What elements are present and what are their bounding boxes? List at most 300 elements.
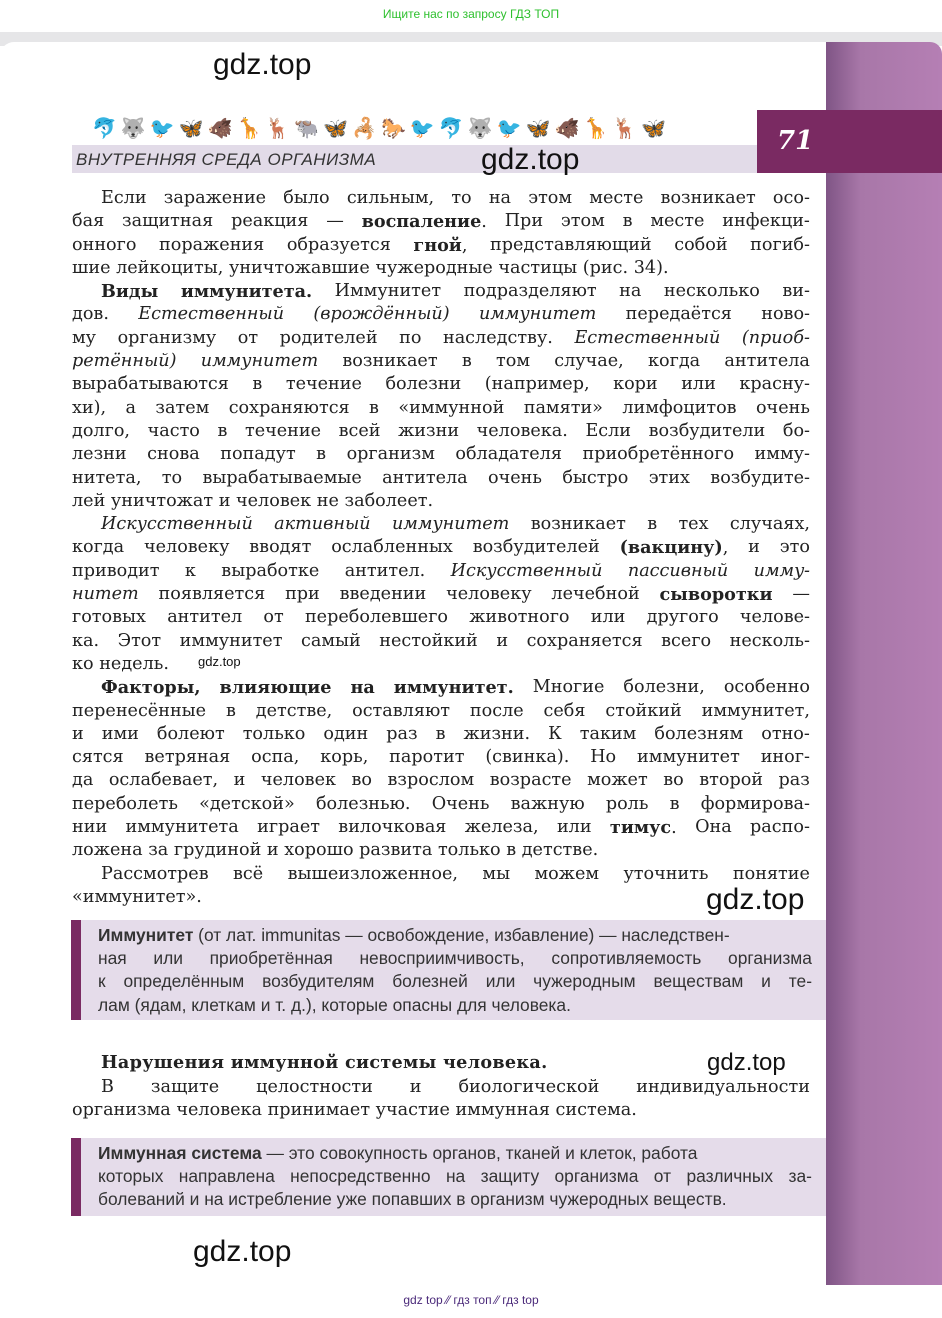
word <box>730 513 810 536</box>
word: ная <box>98 948 127 969</box>
text-segment: возрасте <box>489 770 572 791</box>
word <box>664 280 760 303</box>
word <box>256 700 332 723</box>
word <box>470 700 524 723</box>
word <box>345 560 426 583</box>
word: сопротивляемость <box>551 948 702 969</box>
word <box>649 420 766 443</box>
watermark: gdz.top <box>706 883 805 916</box>
word <box>317 490 339 513</box>
word <box>313 303 449 326</box>
word <box>316 793 411 816</box>
word <box>438 839 501 862</box>
word <box>464 280 597 303</box>
text-segment: иммунитета. <box>180 281 313 303</box>
text-segment: очень <box>488 467 542 488</box>
word <box>451 187 471 210</box>
text-segment: болезни <box>385 374 462 395</box>
word <box>72 723 84 746</box>
text-segment: распо- <box>750 817 810 838</box>
word <box>382 467 468 490</box>
word: целостности <box>256 1077 373 1097</box>
word <box>647 513 657 536</box>
text-segment: можем <box>534 863 600 884</box>
text-segment: инфекци- <box>722 211 810 232</box>
text-segment: иммy- <box>753 560 810 581</box>
word <box>748 536 760 559</box>
word <box>72 700 206 723</box>
word <box>347 187 434 210</box>
text-segment: сыворотки <box>659 584 773 606</box>
word <box>398 397 504 420</box>
word <box>527 630 643 653</box>
text-segment: случае, <box>554 351 624 372</box>
word <box>261 769 336 792</box>
text-segment: ослабевает, <box>108 770 219 791</box>
text-segment: вырабатываемые <box>202 467 362 488</box>
word <box>479 303 596 326</box>
word <box>490 234 652 257</box>
word <box>162 467 182 490</box>
word <box>623 210 633 233</box>
word <box>201 350 318 373</box>
word <box>159 234 264 257</box>
word <box>220 676 332 699</box>
word: на <box>445 1166 466 1187</box>
word <box>323 723 368 746</box>
text-segment: Рассмотрев <box>101 863 209 884</box>
text-segment: человек <box>260 770 336 791</box>
word <box>724 676 810 699</box>
word <box>585 420 631 443</box>
text-segment: может <box>587 770 648 791</box>
text-segment: болезнью. <box>315 793 411 814</box>
text-segment: несколь- <box>729 630 810 651</box>
text-segment: к <box>184 560 196 581</box>
footer-links[interactable]: gdz top ⁄⁄ гдз топ ⁄⁄ гдз top <box>403 1293 539 1307</box>
text-segment: иммунитет. <box>393 677 514 699</box>
word <box>236 490 311 513</box>
text-segment: том <box>496 351 531 372</box>
text-segment: (вакцину) <box>619 537 723 559</box>
word <box>285 583 320 606</box>
text-segment: при <box>285 584 320 605</box>
text-segment: пассивный <box>627 560 729 581</box>
text-segment: отно- <box>761 723 810 744</box>
word <box>740 606 810 629</box>
word: индивидуальности <box>636 1077 810 1097</box>
word <box>590 746 616 769</box>
text-segment: на <box>350 677 375 699</box>
word <box>340 583 427 606</box>
text-segment: этих <box>648 467 690 488</box>
word <box>221 560 319 583</box>
text-line <box>72 373 810 396</box>
text-segment: Искусственный <box>450 560 603 581</box>
text-segment: ретённый) <box>72 351 177 372</box>
word <box>185 560 196 583</box>
word <box>605 700 681 723</box>
text-segment: возникает <box>660 188 756 208</box>
text-segment: этом <box>528 188 573 208</box>
text-segment: по <box>399 327 422 348</box>
word <box>610 816 677 839</box>
word: веществам <box>653 971 744 992</box>
text-segment: К <box>548 723 562 744</box>
word <box>72 303 109 326</box>
word <box>620 536 729 559</box>
word <box>756 397 810 420</box>
text-segment: вилочковая <box>338 817 447 838</box>
word <box>750 816 810 839</box>
word <box>243 723 306 746</box>
text-segment: бо- <box>782 420 810 441</box>
text-segment: ново- <box>761 304 810 325</box>
word <box>233 863 263 886</box>
word <box>388 769 475 792</box>
text-segment: стойкий <box>605 700 682 721</box>
word <box>511 793 585 816</box>
text-segment: Многие <box>532 677 605 698</box>
word <box>583 257 628 280</box>
text-segment: тимус <box>609 817 672 839</box>
word <box>72 630 99 653</box>
word <box>399 327 421 350</box>
word <box>389 746 464 769</box>
word: организма <box>554 1166 639 1187</box>
text-segment: часто <box>147 420 200 441</box>
word <box>118 630 162 653</box>
text-segment: влияющие <box>219 677 332 699</box>
text-segment: — <box>792 584 810 605</box>
text-segment: корь, <box>320 747 369 768</box>
word <box>562 467 628 490</box>
text-line <box>72 606 810 629</box>
word <box>286 373 362 396</box>
word: В <box>101 1077 114 1097</box>
text-segment: ими <box>101 723 139 744</box>
text-segment: только <box>437 840 501 861</box>
text-segment: только <box>242 723 306 744</box>
text-segment: реакция <box>231 211 309 232</box>
text-segment: лей <box>72 490 106 511</box>
text-segment: недель. <box>99 653 169 674</box>
word <box>101 187 147 210</box>
text-segment: жизни. <box>463 723 531 744</box>
word <box>101 280 158 303</box>
text-segment: долго, <box>72 420 131 441</box>
word: чужеродным <box>533 971 636 992</box>
word <box>394 676 514 699</box>
word <box>674 234 727 257</box>
text-segment: сятся <box>72 747 124 768</box>
text-segment: болезни, <box>623 677 705 698</box>
word <box>72 816 107 839</box>
word <box>446 583 531 606</box>
text-segment: ложена <box>72 840 143 861</box>
word <box>455 443 562 466</box>
text-segment: Естественный <box>574 327 721 348</box>
text-segment: возникает <box>530 514 626 535</box>
word <box>72 560 160 583</box>
definition-immunity <box>71 920 826 1020</box>
word <box>702 700 810 723</box>
word <box>157 723 225 746</box>
word: организма <box>728 948 812 969</box>
word <box>148 420 200 443</box>
section-heading: Нарушения иммунной системы человека. <box>101 1052 548 1073</box>
text-segment: лимфоцитов <box>622 397 737 418</box>
word <box>199 793 295 816</box>
word <box>660 583 773 606</box>
text-segment: особенно <box>723 677 810 698</box>
word <box>159 583 266 606</box>
word <box>780 536 810 559</box>
word <box>72 536 124 559</box>
word <box>252 373 262 396</box>
text-segment: антитела <box>724 351 810 372</box>
text-segment: и <box>72 723 84 744</box>
body-text <box>72 187 810 909</box>
text-line <box>72 234 810 257</box>
word <box>375 257 492 280</box>
text-segment: когда <box>72 537 125 558</box>
text-segment: другого <box>646 607 719 628</box>
text-line <box>72 187 810 210</box>
text-segment: в <box>369 397 379 418</box>
text-segment: организму <box>117 327 217 348</box>
text-segment: второй <box>699 770 764 791</box>
word <box>580 723 637 746</box>
word <box>622 397 736 420</box>
text-segment: Этот <box>117 630 162 651</box>
text-segment: в <box>461 351 472 372</box>
word: или <box>153 948 183 969</box>
text-segment: да <box>72 770 94 791</box>
text-segment: подразделяют <box>463 281 597 302</box>
word <box>102 723 139 746</box>
text-segment: Если <box>585 420 632 441</box>
watermark: gdz.top <box>707 1049 786 1076</box>
word <box>761 723 810 746</box>
word <box>663 769 684 792</box>
word <box>72 420 130 443</box>
word <box>773 187 810 210</box>
text-segment: раз <box>386 723 418 744</box>
text-segment: от <box>263 607 284 628</box>
word: и <box>409 1077 422 1097</box>
text-segment: а <box>125 397 136 418</box>
word <box>234 769 246 792</box>
word <box>72 653 94 676</box>
text-segment: когда <box>648 351 701 372</box>
text-line <box>72 723 810 746</box>
animals-decoration: 🐬🐺🐦🦋🐗🦒🦌🐃🦋🦂🐎🐦🐬🐺🐦🦋🐗🦒🦌🦋 <box>92 116 671 140</box>
text-segment: всё <box>233 863 264 884</box>
word <box>362 210 487 233</box>
text-line <box>72 443 810 466</box>
word <box>274 513 371 536</box>
text-segment: родителей <box>279 327 378 348</box>
word <box>722 210 810 233</box>
text-segment: вышеизложенное, <box>287 863 458 884</box>
text-segment: антител. <box>344 560 426 581</box>
word <box>587 769 648 792</box>
word: различных <box>686 1166 774 1187</box>
word: приобретённая <box>209 948 333 969</box>
word: защите <box>150 1077 220 1097</box>
def-line <box>98 947 812 970</box>
word <box>432 793 490 816</box>
word <box>724 350 810 373</box>
text-segment: переболевшего <box>304 607 449 628</box>
text-segment: передаётся <box>625 304 732 325</box>
word <box>320 746 368 769</box>
word <box>257 816 320 839</box>
text-line <box>72 630 810 653</box>
word <box>528 187 572 210</box>
word <box>398 420 459 443</box>
word <box>219 490 231 513</box>
text-segment: иммунитет <box>478 304 597 325</box>
text-line <box>72 327 810 350</box>
text-line <box>72 280 810 303</box>
word <box>783 420 810 443</box>
word <box>496 630 508 653</box>
text-segment: Естественный <box>138 304 285 325</box>
text-segment: на <box>488 188 512 208</box>
word <box>72 373 229 396</box>
text-segment: переболеть <box>72 793 178 814</box>
text-segment: несколько <box>663 281 760 302</box>
text-line <box>72 1076 810 1099</box>
text-segment: (врождённый) <box>313 304 450 325</box>
word <box>485 746 569 769</box>
word <box>661 630 711 653</box>
text-line <box>72 560 810 583</box>
text-segment: человеку <box>446 584 532 605</box>
word <box>352 769 373 792</box>
text-segment: в <box>252 374 263 395</box>
text-segment: тех <box>678 514 709 535</box>
word <box>181 280 312 303</box>
word <box>111 490 213 513</box>
text-segment: в <box>647 514 658 535</box>
word <box>288 863 458 886</box>
word <box>344 490 433 513</box>
text-segment: во <box>663 770 684 791</box>
text-segment: , <box>461 235 468 256</box>
definition-immune-system <box>71 1138 826 1216</box>
text-segment: в <box>316 444 327 465</box>
text-segment: попадут <box>220 444 296 465</box>
text-segment: жизни <box>398 420 460 441</box>
word <box>101 676 201 699</box>
text-segment: хи), <box>72 397 107 418</box>
word <box>392 513 509 536</box>
text-segment: всей <box>338 420 381 441</box>
word <box>116 257 223 280</box>
word <box>544 700 586 723</box>
word: невосприимчивость, <box>359 948 525 969</box>
word <box>147 443 200 466</box>
text-segment: ви- <box>782 281 810 302</box>
word <box>589 187 643 210</box>
text-segment: иммунитет <box>637 747 740 768</box>
word <box>637 746 740 769</box>
word: те- <box>788 971 812 992</box>
word <box>469 606 569 629</box>
text-segment: При <box>504 211 544 232</box>
text-segment: себя <box>543 700 586 721</box>
word <box>263 606 283 629</box>
text-segment: чужеродные <box>375 257 493 278</box>
word <box>144 536 229 559</box>
text-segment: иммунитет <box>200 351 319 372</box>
text-segment: или <box>556 817 592 838</box>
text-segment: всего <box>661 630 712 651</box>
text-line <box>72 653 810 676</box>
word <box>792 583 810 606</box>
word <box>301 630 361 653</box>
word <box>779 769 810 792</box>
text-segment: на <box>619 281 642 302</box>
text-segment: уточнить <box>623 863 709 884</box>
word <box>72 490 105 513</box>
text-segment: организм <box>346 444 435 465</box>
word <box>522 839 598 862</box>
word <box>342 350 437 373</box>
side-color-band <box>826 42 942 1285</box>
word <box>72 443 127 466</box>
def-line: лам (ядам, клеткам и т. д.), которые опасны для человека. <box>98 994 571 1015</box>
text-segment: имму- <box>754 444 810 465</box>
text-line <box>72 863 810 886</box>
text-line <box>72 210 810 233</box>
word <box>118 327 217 350</box>
text-segment: ко <box>72 653 94 674</box>
word: биологической <box>458 1077 600 1097</box>
text-segment: играет <box>257 817 320 838</box>
word <box>72 769 93 792</box>
text-segment: . <box>481 212 487 233</box>
word: или <box>485 971 516 992</box>
word <box>739 373 810 396</box>
word <box>385 373 461 396</box>
text-segment: нии <box>72 817 108 838</box>
text-segment: паротит <box>389 747 465 768</box>
text-segment: памяти» <box>523 397 603 418</box>
word <box>164 187 266 210</box>
text-segment: представляющий <box>490 234 652 255</box>
word <box>72 886 202 909</box>
text-segment: (приоб- <box>741 327 810 348</box>
word <box>506 839 516 862</box>
text-segment: собой <box>674 234 728 255</box>
word <box>551 583 639 606</box>
text-line <box>72 303 810 326</box>
word <box>554 350 624 373</box>
word <box>101 863 209 886</box>
word <box>284 839 353 862</box>
word <box>661 187 756 210</box>
word: к <box>98 971 106 992</box>
text-line <box>72 793 810 816</box>
text-line: организма человека принимает участие иммунная система. <box>72 1100 637 1121</box>
text-segment: и <box>233 770 246 791</box>
text-segment: воспаление <box>361 211 482 233</box>
def-line: (от лат. immunitas — освобождение, избавление) — наследствен- <box>193 925 730 945</box>
